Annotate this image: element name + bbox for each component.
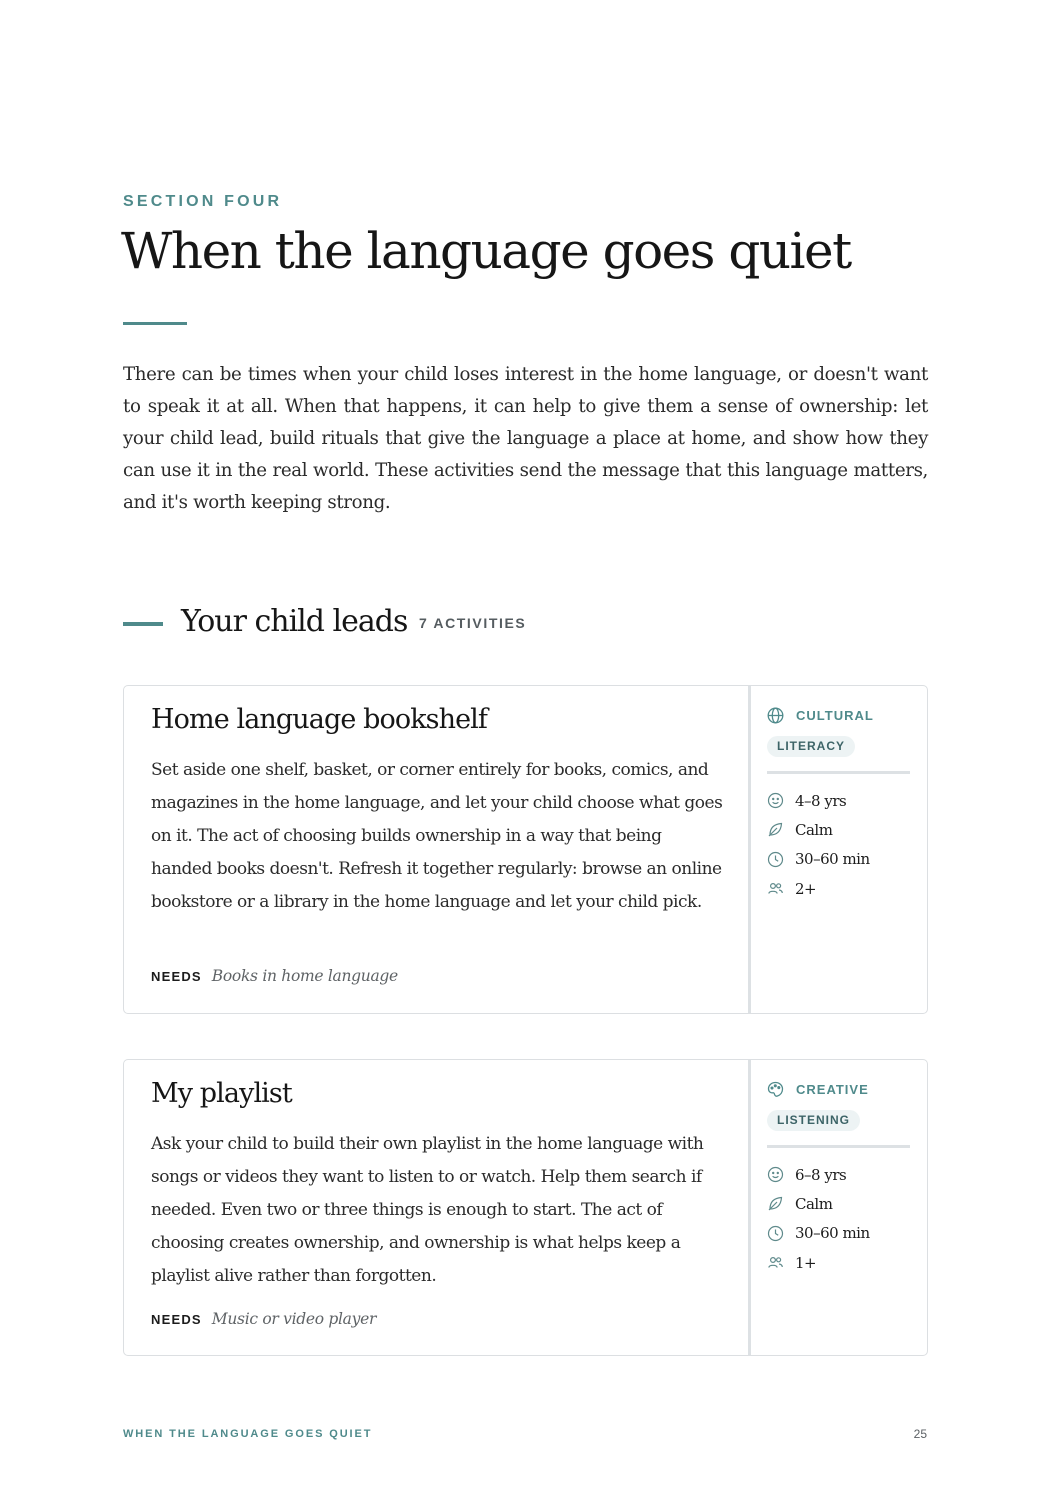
needs-value: Music or video player <box>211 1310 377 1328</box>
activity-description: Ask your child to build their own playlist in the home language with songs or videos they want to listen to or watch. Help them search if needed. Even two or three things is enough to start. The act of choosing creates ownership, and ownership is what helps keep a playlist alive rather than forgotten. <box>151 1134 704 1286</box>
category-label: CULTURAL <box>796 708 874 723</box>
activity-description: Set aside one shelf, basket, or corner entirely for books, comics, and magazines in the home language, and let your child choose what goes on it. The act of choosing builds ownership in a way that being handed books doesn't. Refresh it together regularly: browse an online bookstore or a library in the home language and let your child pick. <box>151 760 723 912</box>
meta-duration <box>767 1219 910 1248</box>
meta-players <box>767 874 910 903</box>
meta-list <box>767 1160 910 1277</box>
needs-label: NEEDS <box>151 1312 202 1327</box>
meta-duration <box>767 845 910 874</box>
meta-list <box>767 786 910 903</box>
group-heading: Your child leads <box>181 604 408 639</box>
sidebar-divider <box>767 1145 910 1148</box>
needs-value: Books in home language <box>211 967 398 985</box>
smiley-icon <box>767 792 784 809</box>
energy-level: Calm <box>795 820 833 839</box>
category-label: CREATIVE <box>796 1082 869 1097</box>
clock-icon <box>767 851 784 868</box>
energy-level: Calm <box>795 1194 833 1213</box>
activity-count: 7 ACTIVITIES <box>419 615 527 631</box>
people-icon <box>767 1254 784 1271</box>
subheading-accent-bar <box>123 622 163 626</box>
palette-icon <box>767 1081 784 1098</box>
activity-card <box>123 1059 928 1356</box>
running-footer-title: WHEN THE LANGUAGE GOES QUIET <box>123 1428 373 1440</box>
age-range: 6–8 yrs <box>795 1165 847 1184</box>
page-number: 25 <box>913 1427 927 1441</box>
activity-title: Home language bookshelf <box>151 704 488 735</box>
smiley-icon <box>767 1166 784 1183</box>
age-range: 4–8 yrs <box>795 791 847 810</box>
needs-label: NEEDS <box>151 969 202 984</box>
meta-energy <box>767 1189 910 1218</box>
globe-icon <box>767 707 784 724</box>
activity-needs <box>151 1310 376 1329</box>
section-eyebrow: SECTION FOUR <box>123 193 283 210</box>
title-divider <box>123 322 187 325</box>
category-row <box>767 1081 869 1098</box>
player-count: 2+ <box>795 879 817 898</box>
sidebar-divider <box>767 771 910 774</box>
clock-icon <box>767 1225 784 1242</box>
card-divider <box>748 686 751 1013</box>
skill-tag: LISTENING <box>767 1110 860 1131</box>
category-row <box>767 707 874 724</box>
leaf-icon <box>767 1195 784 1212</box>
people-icon <box>767 880 784 897</box>
activity-card <box>123 685 928 1014</box>
page-title: When the language goes quiet <box>121 222 851 280</box>
skill-tag: LITERACY <box>767 736 855 757</box>
player-count: 1+ <box>795 1253 817 1272</box>
duration: 30–60 min <box>795 1224 870 1243</box>
activity-title: My playlist <box>151 1078 292 1109</box>
card-divider <box>748 1060 751 1355</box>
meta-energy <box>767 815 910 844</box>
intro-paragraph: There can be times when your child loses interest in the home language, or doesn't want to speak it at all. When that happens, it can help to give them a sense of ownership: let your child lead, build rituals that give the language a place at home, and show how they can use it in the real world. These activities send the message that this language matters, and it's worth keeping strong. <box>123 364 928 513</box>
activity-needs <box>151 967 398 986</box>
meta-age <box>767 1160 910 1189</box>
leaf-icon <box>767 821 784 838</box>
meta-players <box>767 1248 910 1277</box>
duration: 30–60 min <box>795 850 870 869</box>
meta-age <box>767 786 910 815</box>
